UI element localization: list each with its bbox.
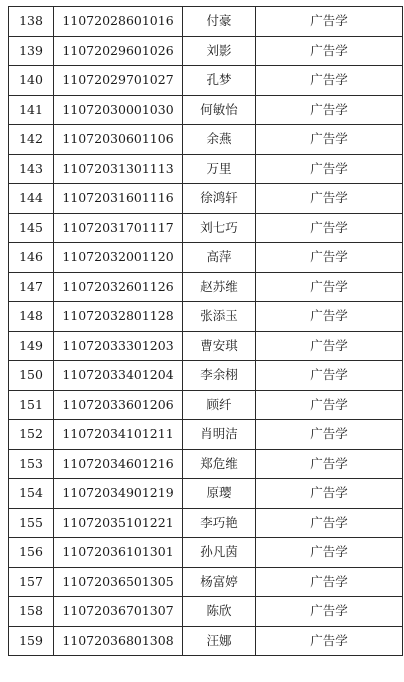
serial-number-cell: 138 — [9, 7, 54, 37]
table-row — [9, 272, 403, 302]
student-name-cell: 李余栩 — [183, 361, 256, 391]
student-name-cell: 郑危维 — [183, 449, 256, 479]
student-id-cell: 11072032801128 — [54, 302, 183, 332]
student-id-cell: 11072034601216 — [54, 449, 183, 479]
serial-number-cell: 139 — [9, 36, 54, 66]
student-name-cell: 原璎 — [183, 479, 256, 509]
student-roster-table — [8, 6, 403, 656]
serial-number-cell: 155 — [9, 508, 54, 538]
serial-number-cell: 159 — [9, 626, 54, 656]
table-row — [9, 420, 403, 450]
table-row — [9, 243, 403, 273]
student-name-cell: 张添玉 — [183, 302, 256, 332]
student-name-cell: 杨富婷 — [183, 567, 256, 597]
table-row — [9, 66, 403, 96]
major-cell: 广告学 — [256, 538, 403, 568]
major-cell: 广告学 — [256, 184, 403, 214]
serial-number-cell: 151 — [9, 390, 54, 420]
student-id-cell: 11072034901219 — [54, 479, 183, 509]
student-name-cell: 刘影 — [183, 36, 256, 66]
major-cell: 广告学 — [256, 331, 403, 361]
table-row — [9, 36, 403, 66]
student-id-cell: 11072036701307 — [54, 597, 183, 627]
serial-number-cell: 146 — [9, 243, 54, 273]
serial-number-cell: 140 — [9, 66, 54, 96]
student-id-cell: 11072031601116 — [54, 184, 183, 214]
student-id-cell: 11072033401204 — [54, 361, 183, 391]
major-cell: 广告学 — [256, 154, 403, 184]
table-row — [9, 361, 403, 391]
table-row — [9, 184, 403, 214]
major-cell: 广告学 — [256, 626, 403, 656]
serial-number-cell: 148 — [9, 302, 54, 332]
student-name-cell: 何敏怡 — [183, 95, 256, 125]
major-cell: 广告学 — [256, 66, 403, 96]
student-id-cell: 11072028601016 — [54, 7, 183, 37]
student-name-cell: 顾纤 — [183, 390, 256, 420]
major-cell: 广告学 — [256, 213, 403, 243]
major-cell: 广告学 — [256, 597, 403, 627]
major-cell: 广告学 — [256, 508, 403, 538]
student-name-cell: 汪娜 — [183, 626, 256, 656]
student-id-cell: 11072029601026 — [54, 36, 183, 66]
serial-number-cell: 142 — [9, 125, 54, 155]
table-row — [9, 479, 403, 509]
student-id-cell: 11072034101211 — [54, 420, 183, 450]
student-id-cell: 11072030001030 — [54, 95, 183, 125]
major-cell: 广告学 — [256, 243, 403, 273]
serial-number-cell: 150 — [9, 361, 54, 391]
major-cell: 广告学 — [256, 567, 403, 597]
major-cell: 广告学 — [256, 125, 403, 155]
table-row — [9, 7, 403, 37]
major-cell: 广告学 — [256, 479, 403, 509]
table-row — [9, 213, 403, 243]
table-row — [9, 538, 403, 568]
serial-number-cell: 141 — [9, 95, 54, 125]
table-row — [9, 626, 403, 656]
major-cell: 广告学 — [256, 449, 403, 479]
major-cell: 广告学 — [256, 361, 403, 391]
student-name-cell: 李巧艳 — [183, 508, 256, 538]
table-row — [9, 567, 403, 597]
student-id-cell: 11072031301113 — [54, 154, 183, 184]
table-row — [9, 390, 403, 420]
student-name-cell: 孔梦 — [183, 66, 256, 96]
table-row — [9, 302, 403, 332]
student-name-cell: 肖明洁 — [183, 420, 256, 450]
serial-number-cell: 152 — [9, 420, 54, 450]
serial-number-cell: 153 — [9, 449, 54, 479]
student-id-cell: 11072036801308 — [54, 626, 183, 656]
roster-table-body — [9, 7, 403, 656]
student-id-cell: 11072032601126 — [54, 272, 183, 302]
table-row — [9, 597, 403, 627]
serial-number-cell: 143 — [9, 154, 54, 184]
major-cell: 广告学 — [256, 272, 403, 302]
student-id-cell: 11072035101221 — [54, 508, 183, 538]
serial-number-cell: 157 — [9, 567, 54, 597]
table-row — [9, 449, 403, 479]
student-name-cell: 赵苏维 — [183, 272, 256, 302]
serial-number-cell: 156 — [9, 538, 54, 568]
table-row — [9, 95, 403, 125]
student-id-cell: 11072036501305 — [54, 567, 183, 597]
major-cell: 广告学 — [256, 7, 403, 37]
student-name-cell: 徐鸿轩 — [183, 184, 256, 214]
student-id-cell: 11072031701117 — [54, 213, 183, 243]
serial-number-cell: 154 — [9, 479, 54, 509]
table-row — [9, 154, 403, 184]
student-name-cell: 孙凡茵 — [183, 538, 256, 568]
table-row — [9, 508, 403, 538]
serial-number-cell: 149 — [9, 331, 54, 361]
table-row — [9, 331, 403, 361]
student-name-cell: 曹安琪 — [183, 331, 256, 361]
major-cell: 广告学 — [256, 95, 403, 125]
table-row — [9, 125, 403, 155]
serial-number-cell: 145 — [9, 213, 54, 243]
student-id-cell: 11072032001120 — [54, 243, 183, 273]
student-id-cell: 11072029701027 — [54, 66, 183, 96]
major-cell: 广告学 — [256, 36, 403, 66]
student-name-cell: 余燕 — [183, 125, 256, 155]
student-id-cell: 11072036101301 — [54, 538, 183, 568]
student-id-cell: 11072030601106 — [54, 125, 183, 155]
student-id-cell: 11072033301203 — [54, 331, 183, 361]
student-id-cell: 11072033601206 — [54, 390, 183, 420]
major-cell: 广告学 — [256, 390, 403, 420]
serial-number-cell: 158 — [9, 597, 54, 627]
student-name-cell: 万里 — [183, 154, 256, 184]
student-name-cell: 高萍 — [183, 243, 256, 273]
major-cell: 广告学 — [256, 302, 403, 332]
serial-number-cell: 144 — [9, 184, 54, 214]
serial-number-cell: 147 — [9, 272, 54, 302]
student-name-cell: 付豪 — [183, 7, 256, 37]
major-cell: 广告学 — [256, 420, 403, 450]
student-name-cell: 陈欣 — [183, 597, 256, 627]
student-name-cell: 刘七巧 — [183, 213, 256, 243]
